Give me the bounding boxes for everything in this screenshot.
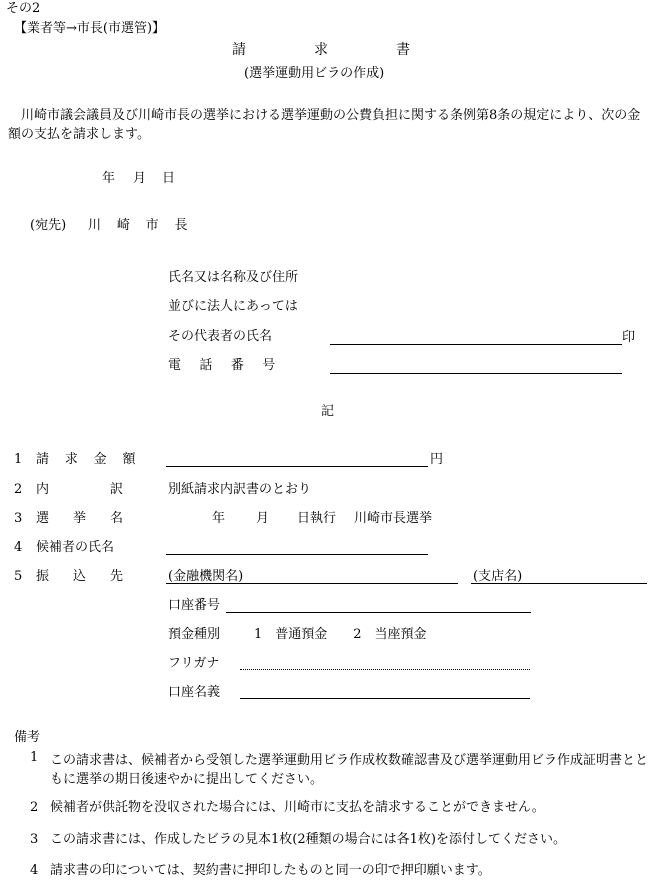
item-3-label-a: 選 — [36, 511, 50, 526]
item-1-number: 1 — [14, 452, 23, 467]
note-1-number: 1 — [30, 750, 39, 765]
election-month: 月 — [256, 511, 270, 526]
furigana-label: フリガナ — [168, 656, 220, 671]
item-2-number: 2 — [14, 482, 23, 497]
item-3-label-c: 名 — [110, 511, 124, 526]
phone-field[interactable] — [330, 373, 622, 374]
branch-name-field[interactable] — [471, 583, 647, 584]
note-4-number: 4 — [30, 863, 39, 878]
date-day: 日 — [162, 171, 176, 186]
bank-name-label: (金融機関名) — [168, 569, 244, 584]
applicant-label-2: 並びに法人にあっては — [168, 299, 298, 314]
applicant-label-3: その代表者の氏名 — [168, 329, 273, 344]
route-label: 【業者等→市長(市選管)】 — [14, 21, 166, 36]
election-name: 川崎市長選挙 — [354, 511, 433, 526]
bank-name-field[interactable] — [166, 583, 458, 584]
item-2-label-b: 訳 — [110, 482, 124, 497]
account-holder-field[interactable] — [240, 698, 530, 699]
applicant-name-field[interactable] — [330, 344, 622, 345]
furigana-field[interactable] — [240, 669, 530, 670]
ki-heading: 記 — [321, 404, 335, 419]
phone-label: 電 話 番 号 — [168, 358, 283, 373]
title-char-3: 書 — [396, 42, 410, 58]
account-number-label: 口座番号 — [168, 598, 221, 613]
note-2-text: 候補者が供託物を没収された場合には、川崎市に支払を請求することができません。 — [50, 800, 545, 815]
breakdown-value: 別紙請求内訳書のとおり — [168, 482, 312, 497]
note-1-text: この請求書は、候補者から受領した選挙運動用ビラ作成枚数確認書及び選挙運動用ビラ作成証明書とともに選挙の期日後速やかに提出してください。 — [50, 753, 649, 787]
amount-field[interactable] — [166, 466, 428, 467]
item-5-label-a: 振 — [36, 569, 50, 584]
election-year: 年 — [212, 511, 226, 526]
candidate-name-field[interactable] — [166, 554, 428, 555]
item-4-label: 候補者の氏名 — [36, 540, 115, 555]
date-year: 年 — [102, 171, 116, 186]
item-5-label-b: 込 — [73, 569, 87, 584]
election-day: 日執行 — [297, 511, 337, 526]
item-3-number: 3 — [14, 511, 23, 526]
account-type-label: 預金種別 — [168, 627, 221, 642]
seal-mark: 印 — [622, 330, 636, 345]
item-2-label-a: 内 — [36, 482, 50, 497]
account-type-options[interactable]: 1 普通預金 2 当座預金 — [254, 627, 427, 642]
account-holder-label: 口座名義 — [168, 685, 221, 700]
applicant-label-1: 氏名又は名称及び住所 — [168, 270, 299, 285]
account-number-field[interactable] — [226, 612, 531, 613]
note-3-text: この請求書には、作成したビラの見本1枚(2種類の場合には各1枚)を添付してください。 — [50, 832, 566, 847]
note-3-number: 3 — [30, 832, 39, 847]
addressee-prefix: (宛先) — [30, 218, 67, 233]
branch-name-label: (支店名) — [473, 569, 523, 584]
note-4-text: 請求書の印については、契約書に押印したものと同一の印で押印願います。 — [50, 863, 491, 878]
item-1-label: 請 求 金 額 — [36, 452, 142, 467]
amount-unit: 円 — [430, 452, 444, 467]
note-2-number: 2 — [30, 800, 39, 815]
item-4-number: 4 — [14, 540, 23, 555]
notes-heading: 備考 — [14, 730, 41, 745]
item-5-number: 5 — [14, 569, 23, 584]
date-month: 月 — [133, 171, 147, 186]
item-3-label-b: 挙 — [73, 511, 87, 526]
intro-text: 川崎市議会議員及び川崎市長の選挙における選挙運動の公費負担に関する条例第8条の規定により、次の金額の支払を請求します。 — [8, 108, 641, 142]
item-5-label-c: 先 — [110, 569, 124, 584]
title-char-1: 請 — [232, 42, 246, 58]
subtitle: (選挙運動用ビラの作成) — [244, 66, 385, 81]
title-char-2: 求 — [314, 42, 328, 58]
addressee-name: 川 崎 市 長 — [88, 218, 194, 233]
form-number: その2 — [6, 1, 41, 16]
